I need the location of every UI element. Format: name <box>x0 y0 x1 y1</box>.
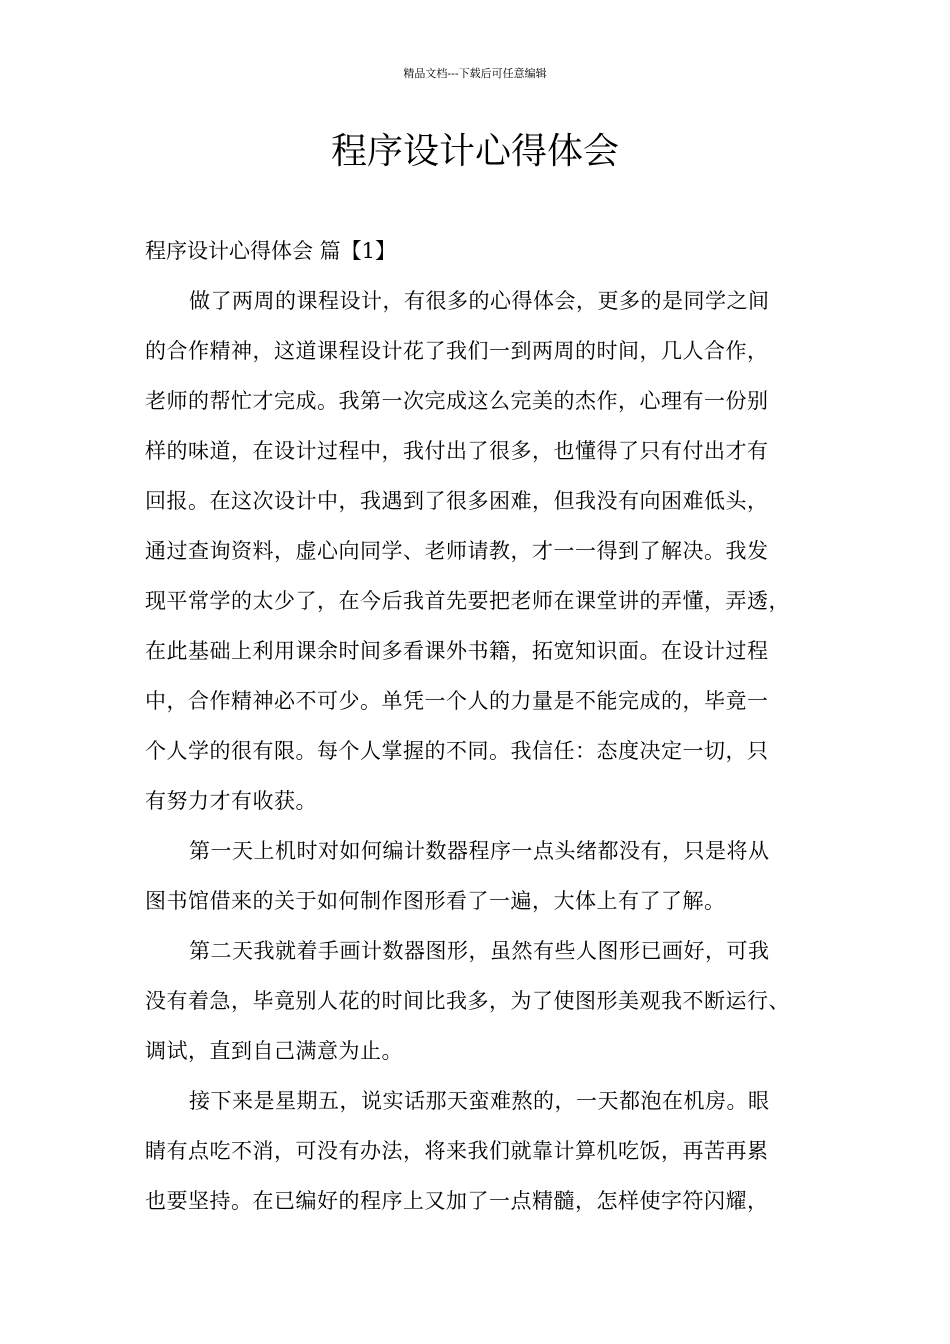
paragraph-line: 个人学的很有限。每个人掌握的不同。我信任：态度决定一切，只 <box>145 739 769 763</box>
paragraph-line: 接下来是星期五，说实话那天蛮难熬的，一天都泡在机房。眼 <box>189 1089 770 1113</box>
paragraph-line: 没有着急，毕竟别人花的时间比我多，为了使图形美观我不断运行、 <box>145 989 790 1013</box>
paragraph-line: 也要坚持。在已编好的程序上又加了一点精髓，怎样使字符闪耀， <box>145 1189 769 1213</box>
paragraph-line: 睛有点吃不消，可没有办法，将来我们就靠计算机吃饭，再苦再累 <box>145 1139 769 1163</box>
paragraph-line: 图书馆借来的关于如何制作图形看了一遍，大体上有了了解。 <box>145 889 726 913</box>
paragraph-4 <box>145 1083 825 1219</box>
section-heading: 程序设计心得体会 篇【1】 <box>145 239 397 263</box>
paragraph-line: 第二天我就着手画计数器图形，虽然有些人图形已画好，可我 <box>189 939 770 963</box>
paragraph-3 <box>145 933 825 1069</box>
paragraph-2 <box>145 833 825 919</box>
paragraph-line: 有努力才有收获。 <box>145 789 317 813</box>
paragraph-line: 回报。在这次设计中，我遇到了很多困难，但我没有向困难低头， <box>145 489 769 513</box>
paragraph-line: 做了两周的课程设计，有很多的心得体会，更多的是同学之间 <box>189 289 770 313</box>
paragraph-line: 老师的帮忙才完成。我第一次完成这么完美的杰作，心理有一份别 <box>145 389 769 413</box>
paragraph-line: 调试，直到自己满意为止。 <box>145 1039 403 1063</box>
paragraph-line: 通过查询资料，虚心向同学、老师请教，才一一得到了解决。我发 <box>145 539 769 563</box>
paragraph-line: 样的味道，在设计过程中，我付出了很多，也懂得了只有付出才有 <box>145 439 769 463</box>
document-title: 程序设计心得体会 <box>330 131 619 172</box>
document-body <box>145 233 825 1233</box>
paragraph-line: 的合作精神，这道课程设计花了我们一到两周的时间，几人合作， <box>145 339 769 363</box>
paragraph-line: 中，合作精神必不可少。单凭一个人的力量是不能完成的，毕竟一 <box>145 689 769 713</box>
paragraph-1 <box>145 283 825 819</box>
paragraph-line: 第一天上机时对如何编计数器程序一点头绪都没有，只是将从 <box>189 839 770 863</box>
page-header: 精品文档---下载后可任意编辑 <box>403 67 547 80</box>
paragraph-line: 在此基础上利用课余时间多看课外书籍，拓宽知识面。在设计过程 <box>145 639 769 663</box>
paragraph-line: 现平常学的太少了，在今后我首先要把老师在课堂讲的弄懂，弄透， <box>145 589 790 613</box>
